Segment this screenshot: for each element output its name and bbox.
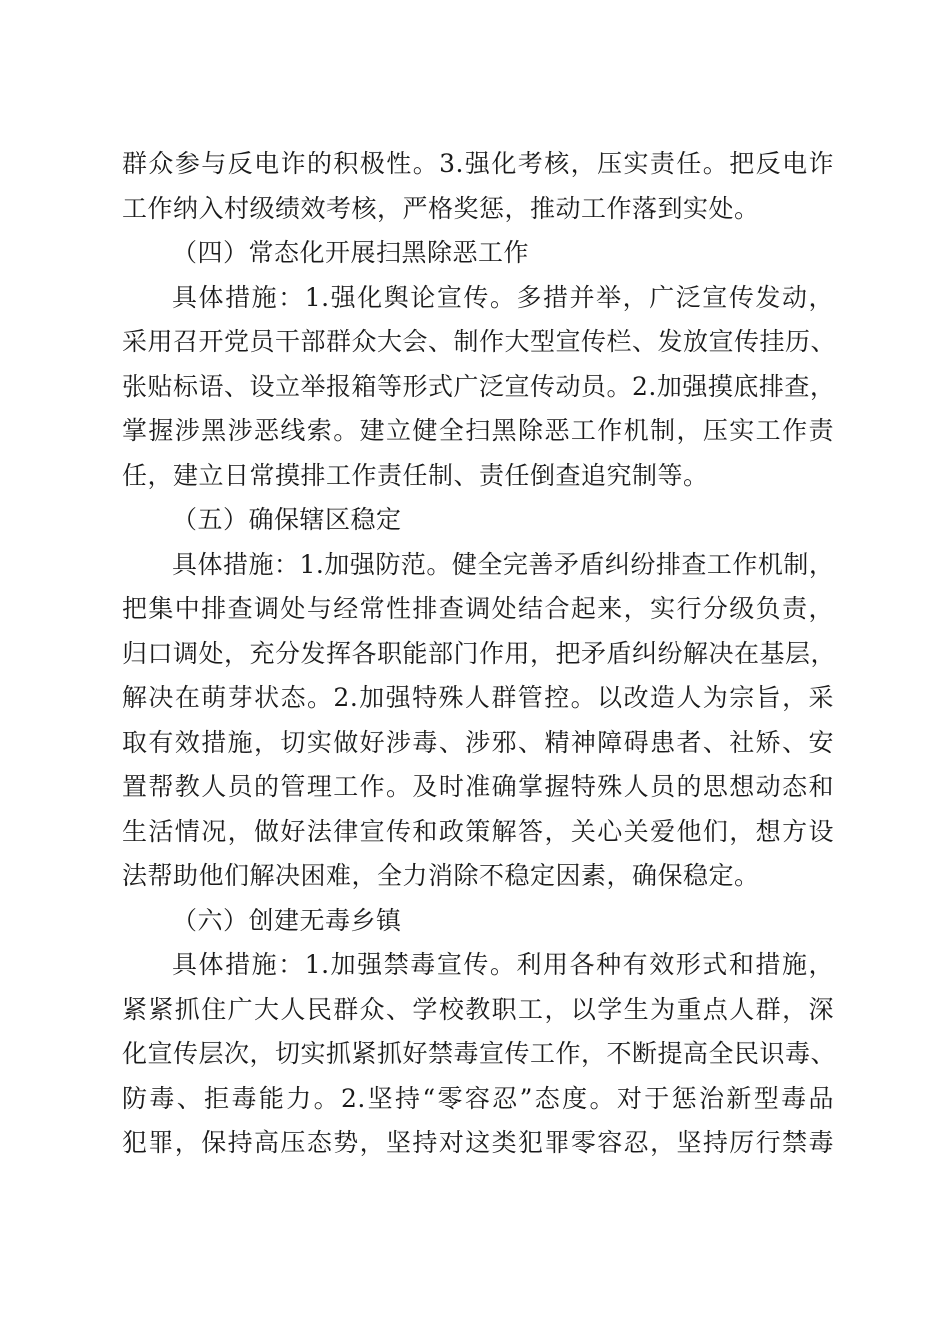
section-heading-5: （五）确保辖区稳定 — [172, 505, 402, 534]
body-line: 法帮助他们解决困难，全力消除不稳定因素，确保稳定。 — [122, 861, 760, 890]
body-line: 生活情况，做好法律宣传和政策解答，关心关爱他们，想方设 — [122, 816, 834, 846]
body-line: 犯罪，保持高压态势，坚持对这类犯罪零容忍，坚持厉行禁毒 — [122, 1128, 834, 1157]
body-line: 工作纳入村级绩效考核，严格奖惩，推动工作落到实处。 — [122, 193, 760, 223]
body-line: 归口调处，充分发挥各职能部门作用，把矛盾纠纷解决在基层， — [122, 638, 837, 668]
body-line: 取有效措施，切实做好涉毒、涉邪、精神障碍患者、社矫、安 — [122, 727, 834, 757]
body-line: 张贴标语、设立举报箱等形式广泛宣传动员。2.加强摸底排查， — [122, 371, 836, 401]
body-line: 防毒、拒毒能力。2.坚持“零容忍”态度。对于惩治新型毒品 — [122, 1083, 834, 1113]
body-line: 具体措施：1.加强防范。健全完善矛盾纠纷排查工作机制， — [172, 549, 835, 579]
body-line: 采用召开党员干部群众大会、制作大型宣传栏、发放宣传挂历、 — [122, 327, 837, 356]
body-line: 把集中排查调处与经常性排查调处结合起来，实行分级负责， — [122, 594, 834, 623]
body-line: 解决在萌芽状态。2.加强特殊人群管控。以改造人为宗旨，采 — [122, 683, 834, 712]
body-line: 紧紧抓住广大人民群众、学校教职工，以学生为重点人群，深 — [122, 994, 834, 1024]
body-line: 掌握涉黑涉恶线索。建立健全扫黑除恶工作机制，压实工作责 — [122, 416, 834, 445]
document-body — [122, 142, 837, 1166]
body-line: 任，建立日常摸排工作责任制、责任倒查追究制等。 — [122, 460, 709, 490]
body-line: 具体措施：1.强化舆论宣传。多措并举，广泛宣传发动， — [172, 282, 834, 312]
body-line: 具体措施：1.加强禁毒宣传。利用各种有效形式和措施， — [172, 950, 834, 979]
body-line: 置帮教人员的管理工作。及时准确掌握特殊人员的思想动态和 — [122, 772, 834, 801]
body-line: 化宣传层次，切实抓紧抓好禁毒宣传工作，不断提高全民识毒、 — [122, 1039, 837, 1068]
section-heading-4: （四）常态化开展扫黑除恶工作 — [172, 238, 530, 267]
section-heading-6: （六）创建无毒乡镇 — [172, 905, 402, 935]
body-line: 群众参与反电诈的积极性。3.强化考核，压实责任。把反电诈 — [122, 149, 834, 178]
